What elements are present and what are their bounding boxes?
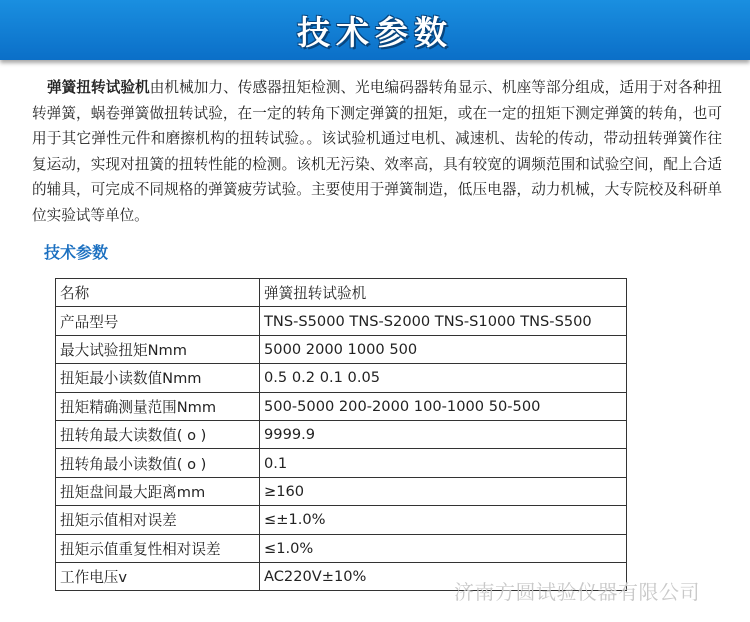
intro-text: 由机械加力、传感器扭矩检测、光电编码器转角显示、机座等部分组成，适用于对各种扭转弹簧，蜗卷弹簧做扭转试验，在一定的转角下测定弹簧的扭矩，或在一定的扭矩下测定弹簧的转角，也可用于其它弹性元件和磨擦机构的扭转试验。。该试验机通过电机、减速机、齿轮的传动，带动扭转弹簧作往复运动，实现对扭簧的扭转性能的检测。该机无污染、效率高，具有较宽的调频范围和试验空间，配上合适的辅具，可完成不同规格的弹簧疲劳试验。主要使用于弹簧制造，低压电器，动力机械，大专院校及科研单位实验试等单位。 — [32, 79, 722, 224]
spec-label: 扭转角最小读数值( o ) — [56, 449, 260, 477]
spec-label: 扭矩示值重复性相对误差 — [56, 534, 260, 562]
product-name: 弹簧扭转试验机 — [47, 79, 150, 96]
spec-label: 扭矩盘间最大距离mm — [56, 477, 260, 505]
table-row — [56, 534, 627, 562]
table-row — [56, 307, 627, 335]
spec-label: 最大试验扭矩Nmm — [56, 335, 260, 363]
spec-table — [55, 278, 627, 591]
spec-value: 500-5000 200-2000 100-1000 50-500 — [260, 392, 627, 420]
spec-value: 0.5 0.2 0.1 0.05 — [260, 364, 627, 392]
table-row — [56, 477, 627, 505]
page-title: 技术参数 — [297, 13, 453, 52]
spec-value: TNS-S5000 TNS-S2000 TNS-S1000 TNS-S500 — [260, 307, 627, 335]
spec-label: 名称 — [56, 279, 260, 307]
header-banner — [0, 0, 750, 60]
section-heading: 技术参数 — [44, 243, 109, 262]
spec-value: 弹簧扭转试验机 — [260, 279, 627, 307]
table-row — [56, 364, 627, 392]
spec-label: 扭矩精确测量范围Nmm — [56, 392, 260, 420]
spec-value: ≤±1.0% — [260, 506, 627, 534]
spec-label: 产品型号 — [56, 307, 260, 335]
company-watermark: 济南方圆试验仪器有限公司 — [454, 580, 700, 604]
table-row — [56, 279, 627, 307]
spec-value: ≤1.0% — [260, 534, 627, 562]
table-row — [56, 392, 627, 420]
table-row — [56, 506, 627, 534]
spec-label: 扭矩最小读数值Nmm — [56, 364, 260, 392]
table-row — [56, 449, 627, 477]
spec-value: AC220V±10% — [260, 562, 627, 590]
spec-value: 5000 2000 1000 500 — [260, 335, 627, 363]
spec-value: 9999.9 — [260, 420, 627, 448]
spec-label: 扭转角最大读数值( o ) — [56, 420, 260, 448]
spec-value: 0.1 — [260, 449, 627, 477]
table-row — [56, 420, 627, 448]
spec-label: 扭矩示值相对误差 — [56, 506, 260, 534]
intro-paragraph — [32, 75, 722, 228]
spec-label: 工作电压v — [56, 562, 260, 590]
spec-value: ≥160 — [260, 477, 627, 505]
table-row — [56, 335, 627, 363]
